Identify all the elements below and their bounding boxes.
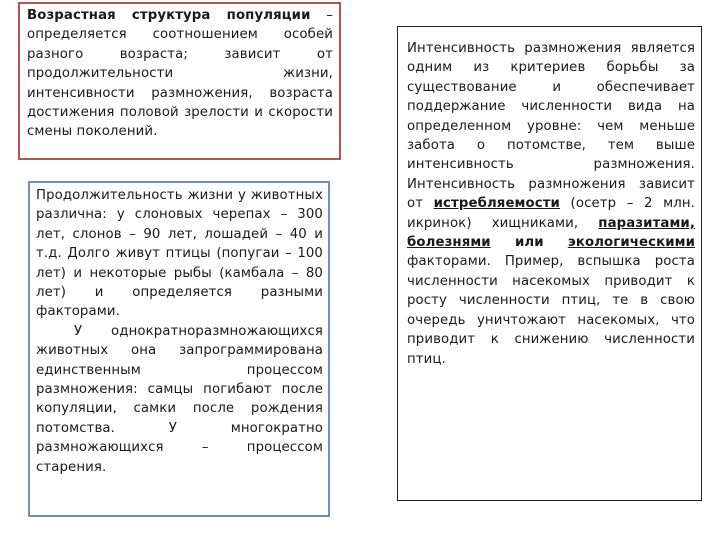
term-diseases: болезнями bbox=[407, 235, 491, 251]
lifespan-paragraph-2: У однократноразмножающихся животных она запрограммирована единственным процессом размножения: самцы погибают после копуляции, самки после рождения потомства. У многократно размножающихся – процессом старения. bbox=[36, 323, 323, 475]
age-structure-text: – определяется соотношением особей разного возраста; зависит от продолжительности жизни, интенсивности размножения, возраста достижения половой зрелости и скорости смены поколений. bbox=[27, 8, 334, 140]
reproduction-text-2: (осетр – 2 млн. икринок) хищниками, bbox=[407, 196, 695, 231]
reproduction-paragraph bbox=[407, 39, 695, 369]
reproduction-text-4: или bbox=[490, 235, 568, 251]
lifespan-box bbox=[28, 181, 330, 517]
term-extermination: истребляемости bbox=[433, 196, 560, 212]
age-structure-box bbox=[18, 2, 341, 160]
age-structure-title: Возрастная структура популяции bbox=[27, 8, 311, 23]
reproduction-text-5: факторами. Пример, вспышка роста численности насекомых приводит к росту численности птиц, те в свою очередь уничтожают насекомых, что приводит к снижению численности птиц. bbox=[407, 254, 695, 367]
term-ecological: экологическими bbox=[567, 235, 695, 251]
reproduction-intensity-box bbox=[397, 26, 702, 501]
lifespan-paragraph-1: Продолжительность жизни у животных различна: у слоновых черепах – 300 лет, слонов – 90 лет, лошадей – 40 и т.д. Долго живут птицы (попугаи – 100 лет) и некоторые рыбы (камбала – 80 лет) и определяется разными факторами. bbox=[36, 188, 323, 320]
reproduction-text-1: Интенсивность размножения является одним из критериев борьбы за существование и обеспечивает поддержание численности вида на определенном уровне: чем меньше забота о потомстве, тем выше интенсивность размножения. Интенсивность размножения зависит от bbox=[407, 41, 695, 212]
term-parasites: паразитами, bbox=[598, 215, 695, 231]
age-structure-paragraph bbox=[27, 6, 333, 142]
